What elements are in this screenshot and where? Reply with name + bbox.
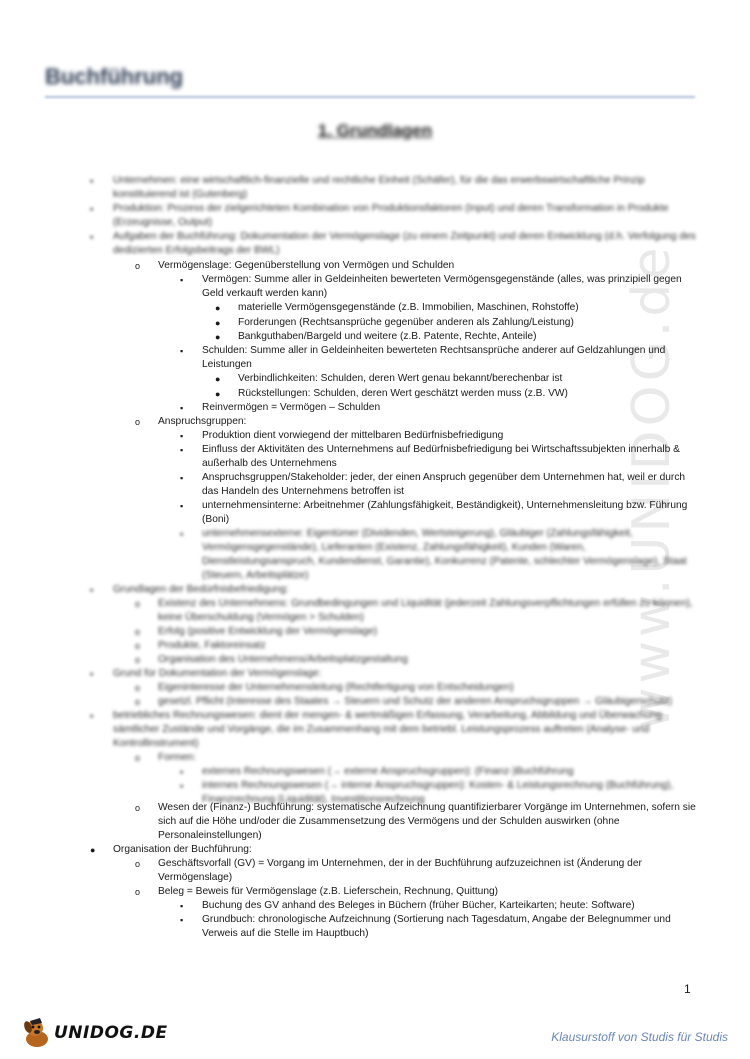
list-item-text: Produkte, Faktoreinsatz	[158, 640, 266, 651]
bullet-icon: ▪	[180, 275, 184, 285]
bullet-icon: ▪	[180, 781, 184, 791]
list-item-text: internes Rechnungswesen (→ interne Anspruchsgruppen): Kosten- & Leistungsrechnung (Buchführung), Finanzrechnung (Liquidität), Investitionsrechnung	[202, 780, 674, 805]
bullet-icon: o	[135, 599, 141, 609]
list-item-text: Unternehmen: eine wirtschaftlich-finanzielle und rechtliche Einheit (Schäfer), für die das erwerbswirtschaftliche Prinzip konstituierend ist (Gutenberg)	[113, 175, 645, 200]
bullet-icon: o	[135, 417, 141, 427]
list-item-text: Produktion dient vorwiegend der mittelbaren Bedürfnisbefriedigung	[202, 430, 504, 441]
list-item-text: unternehmensexterne: Eigentümer (Dividenden, Wertsteigerung), Gläubiger (Zahlungsfähigkeit, Vermögensgegenstände), Lieferanten (Existenz, Zahlungsfähigkeit), Kunden (Waren, Dienstleistungsanspruch, Kundendienst, Garantie), Konkurrenz (Patente, schlechter Vermögenslage), Staat (Steuern, Arbeitsplätze)	[202, 528, 687, 581]
bullet-icon: o	[135, 261, 141, 271]
bullet-icon: ▪	[180, 431, 184, 441]
list-item-text: Verbindlichkeiten: Schulden, deren Wert genau bekannt/berechenbar ist	[238, 373, 563, 384]
bullet-icon: ▪	[180, 767, 184, 777]
list-item-text: gesetzl. Pflicht (Interesse des Staates → Steuern und Schutz der anderen Anspruchsgruppen → Gläubigerschutz)	[158, 696, 673, 707]
bullet-icon: ▪	[180, 403, 184, 413]
bullet-icon: ●	[215, 303, 221, 313]
list-item-text: Eigeninteresse der Unternehmensleitung (Rechtfertigung von Entscheidungen)	[158, 682, 514, 693]
list-item-text: betriebliches Rechnungswesen: dient der mengen- & wertmäßigen Erfassung, Verarbeitung, Abbildung und Überwachung sämtlicher Zustände und Vorgänge, die im Zusammenhang mit dem betriebl. Leistungsprozess auftreten (Analyse- und Kontrollinstrument)	[113, 710, 662, 749]
bullet-icon: o	[135, 683, 141, 693]
bullet-icon: ●	[215, 374, 221, 384]
list-item-text: Forderungen (Rechtsansprüche gegenüber anderen als Zahlung/Leistung)	[238, 317, 574, 328]
watermark: www.UNIDOG.de	[622, 243, 682, 730]
list-item-text: Schulden: Summe aller in Geldeinheiten bewerteten Rechtsansprüche anderer auf Geldzahlungen und Leistungen	[202, 345, 666, 370]
list-item-text: Anspruchsgruppen/Stakeholder: jeder, der einen Anspruch gegenüber dem Unternehmen hat, weil er durch das Handeln des Unternehmens betroffen ist	[202, 472, 686, 497]
title-divider	[45, 96, 695, 98]
bullet-icon: o	[135, 803, 141, 813]
list-item-text: Existenz des Unternehmens: Grundbedingungen und Liquidität (jederzeit Zahlungsverpflichtungen erfüllen zu können), keine Überschuldung (Vermögen > Schulden)	[158, 598, 693, 623]
list-item-text: Einfluss der Aktivitäten des Unternehmens auf Bedürfnisbefriedigung bei Wirtschaftssubjekten innerhalb & außerhalb des Unternehmens	[202, 444, 680, 469]
bullet-icon: ▪	[90, 585, 94, 595]
bullet-icon: ●	[215, 332, 221, 342]
list-item-text: Organisation der Buchführung:	[113, 844, 252, 855]
bullet-icon: ▪	[90, 176, 94, 186]
list-item-text: Grundlagen der Bedürfnisbefriedigung:	[113, 584, 289, 595]
bullet-icon: ▪	[90, 669, 94, 679]
bullet-icon: ▪	[180, 901, 184, 911]
bullet-icon: ▪	[180, 445, 184, 455]
bullet-icon: ▪	[180, 529, 184, 539]
bullet-icon: o	[135, 859, 141, 869]
bullet-icon: ▪	[90, 232, 94, 242]
list-item-text: Produktion: Prozess der zielgerichteten Kombination von Produktionsfaktoren (Input) und deren Transformation in Produkte (Erzeugnisse, Output)	[113, 203, 669, 228]
bullet-icon: ●	[215, 318, 221, 328]
page-number: 1	[684, 982, 691, 996]
logo-text: UNIDOG.DE	[54, 1023, 168, 1043]
bullet-icon: ▪	[180, 501, 184, 511]
bullet-icon: o	[135, 697, 141, 707]
list-item-text: Grund für Dokumentation der Vermögenslage:	[113, 668, 322, 679]
list-item-text: Bankguthaben/Bargeld und weitere (z.B. Patente, Rechte, Anteile)	[238, 331, 537, 342]
list-item-text: Organisation des Unternehmens/Arbeitsplatzgestaltung	[158, 654, 408, 665]
unidog-logo	[20, 1017, 168, 1049]
list-item-text: Anspruchsgruppen:	[158, 416, 247, 427]
list-item-text: Buchung des GV anhand des Beleges in Büchern (früher Bücher, Karteikarten; heute: Software)	[202, 900, 635, 911]
list-item-text: Aufgaben der Buchführung: Dokumentation der Vermögenslage (zu einem Zeitpunkt) und deren Entwicklung (d.h. Verfolgung des dedizierten Erfolgsbeitrags der BWL)	[113, 231, 696, 256]
list-item-text: Reinvermögen = Vermögen – Schulden	[202, 402, 381, 413]
footer-slogan: Klausurstoff von Studis für Studis	[551, 1030, 728, 1044]
list-item-text: Grundbuch: chronologische Aufzeichnung (Sortierung nach Tagesdatum, Angabe der Belegnummer und Verweis auf die Stelle im Hauptbuch)	[202, 914, 671, 939]
bullet-icon: ▪	[90, 204, 94, 214]
bullet-icon: o	[135, 641, 141, 651]
bullet-icon: ▪	[180, 473, 184, 483]
list-item-text: Rückstellungen: Schulden, deren Wert geschätzt werden muss (z.B. VW)	[238, 388, 568, 399]
bullet-icon: o	[135, 655, 141, 665]
list-item-text: Geschäftsvorfall (GV) = Vorgang im Unternehmen, der in der Buchführung aufzuzeichnen ist (Änderung der Vermögenslage)	[158, 858, 642, 883]
list-item-text: Erfolg (positive Entwicklung der Vermögenslage)	[158, 626, 378, 637]
bullet-icon: o	[135, 753, 141, 763]
bullet-icon: o	[135, 887, 141, 897]
list-item-text: materielle Vermögensgegenstände (z.B. Immobilien, Maschinen, Rohstoffe)	[238, 302, 579, 313]
list-item-text: Wesen der (Finanz-) Buchführung: systematische Aufzeichnung quantifizierbarer Vorgänge im Unternehmen, sofern sie sich auf die Höhe und/oder die Zusammensetzung des Vermögens und der Schulden auswirken (ohne Personaleinstellungen)	[158, 802, 696, 841]
bullet-icon: ●	[90, 845, 96, 855]
section-heading-text: 1. Grundlagen	[317, 121, 433, 140]
dog-icon	[20, 1017, 54, 1049]
list-item-text: externes Rechnungswesen (→ externe Anspruchsgruppen): (Finanz-)Buchführung	[202, 766, 574, 777]
section-heading	[0, 121, 750, 141]
bullet-icon: ●	[215, 389, 221, 399]
bullet-icon: ▪	[180, 346, 184, 356]
bullet-icon: ▪	[90, 711, 94, 721]
list-item-text: unternehmensinterne: Arbeitnehmer (Zahlungsfähigkeit, Beständigkeit), Unternehmensleitung bzw. Führung (Boni)	[202, 500, 688, 525]
list-item-text: Beleg = Beweis für Vermögenslage (z.B. Lieferschein, Rechnung, Quittung)	[158, 886, 499, 897]
page-title: Buchführung	[45, 64, 184, 89]
list-item-text: Vermögenslage: Gegenüberstellung von Vermögen und Schulden	[158, 260, 455, 271]
list-item-text: Formen:	[158, 752, 196, 763]
list-item-text: Vermögen: Summe aller in Geldeinheiten bewerteten Vermögensgegenstände (alles, was prinzipiell gegen Geld verkauft werden kann)	[202, 274, 682, 299]
bullet-icon: ▪	[180, 915, 184, 925]
bullet-icon: o	[135, 627, 141, 637]
